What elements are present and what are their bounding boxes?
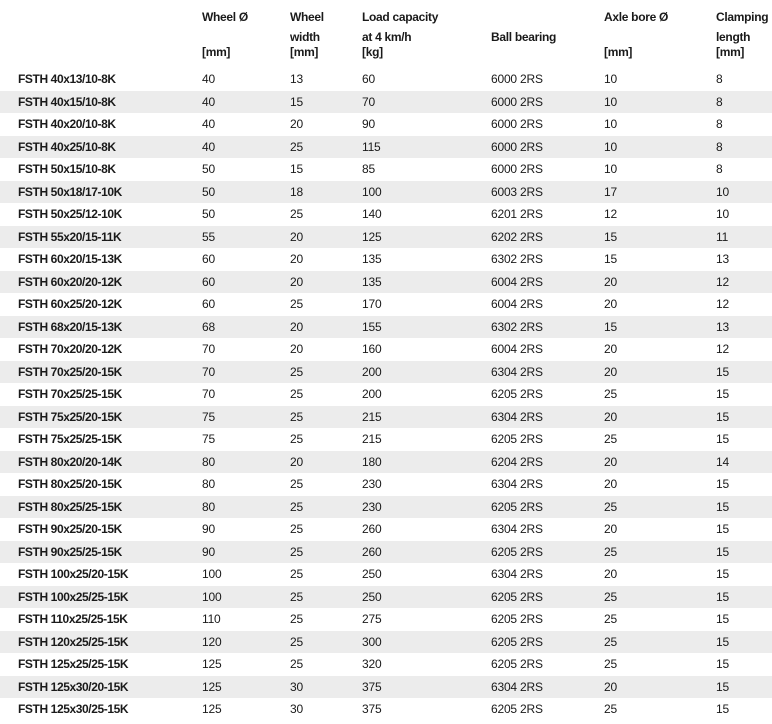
cell-clamping-length: 15 (716, 477, 729, 491)
cell-wheel-diameter: 40 (202, 117, 215, 131)
cell-wheel-diameter: 55 (202, 229, 215, 244)
cell-wheel-width: 15 (290, 162, 303, 176)
cell-load-capacity: 230 (362, 477, 382, 491)
table-row (0, 91, 772, 114)
cell-ball-bearing: 6304 2RS (491, 477, 543, 491)
table-row (0, 226, 772, 249)
cell-clamping-length: 12 (716, 274, 729, 289)
header-unit-clamping-length: [mm] (716, 45, 745, 59)
cell-wheel-width: 25 (290, 657, 303, 671)
header-wheel-diameter: Wheel Ø (202, 10, 248, 24)
cell-axle-bore: 20 (604, 522, 617, 536)
cell-axle-bore: 25 (604, 387, 617, 401)
cell-ball-bearing: 6205 2RS (491, 657, 543, 671)
table-row (0, 271, 772, 294)
cell-wheel-diameter: 90 (202, 544, 215, 559)
cell-load-capacity: 125 (362, 229, 382, 244)
cell-wheel-width: 30 (290, 702, 303, 716)
cell-wheel-diameter: 40 (202, 72, 215, 86)
cell-clamping-length: 12 (716, 297, 729, 311)
cell-clamping-length: 8 (716, 94, 723, 109)
cell-ball-bearing: 6205 2RS (491, 589, 543, 604)
cell-wheel-width: 25 (290, 499, 303, 514)
cell-wheel-diameter: 125 (202, 702, 222, 716)
cell-clamping-length: 15 (716, 702, 729, 716)
cell-type: FSTH 40x25/10-8K (18, 139, 116, 154)
cell-type: FSTH 40x13/10-8K (18, 72, 116, 86)
cell-wheel-width: 25 (290, 409, 303, 424)
cell-clamping-length: 15 (716, 387, 729, 401)
cell-load-capacity: 140 (362, 207, 382, 221)
cell-load-capacity: 275 (362, 612, 382, 626)
cell-ball-bearing: 6202 2RS (491, 229, 543, 244)
cell-ball-bearing: 6204 2RS (491, 454, 543, 469)
cell-ball-bearing: 6201 2RS (491, 207, 543, 221)
cell-load-capacity: 230 (362, 499, 382, 514)
cell-load-capacity: 375 (362, 679, 382, 694)
cell-wheel-diameter: 100 (202, 589, 222, 604)
table-row (0, 698, 772, 721)
cell-type: FSTH 68x20/15-13K (18, 319, 122, 334)
cell-wheel-width: 18 (290, 184, 303, 199)
cell-load-capacity: 300 (362, 634, 382, 649)
table-row (0, 293, 772, 316)
cell-wheel-diameter: 50 (202, 184, 215, 199)
table-row (0, 653, 772, 676)
cell-clamping-length: 14 (716, 454, 729, 469)
cell-clamping-length: 15 (716, 432, 729, 446)
cell-axle-bore: 25 (604, 589, 617, 604)
cell-wheel-diameter: 70 (202, 387, 215, 401)
cell-wheel-diameter: 120 (202, 634, 222, 649)
cell-wheel-width: 25 (290, 297, 303, 311)
cell-load-capacity: 180 (362, 454, 382, 469)
cell-type: FSTH 55x20/15-11K (18, 229, 122, 244)
cell-wheel-diameter: 40 (202, 94, 215, 109)
header-unit-load-capacity: [kg] (362, 45, 383, 59)
cell-type: FSTH 75x25/20-15K (18, 409, 122, 424)
table-row (0, 608, 772, 631)
cell-wheel-width: 25 (290, 589, 303, 604)
cell-ball-bearing: 6304 2RS (491, 409, 543, 424)
cell-wheel-width: 25 (290, 387, 303, 401)
cell-load-capacity: 250 (362, 567, 382, 581)
cell-load-capacity: 100 (362, 184, 382, 199)
table-row (0, 451, 772, 474)
table-row (0, 316, 772, 339)
cell-clamping-length: 13 (716, 319, 729, 334)
cell-ball-bearing: 6000 2RS (491, 139, 543, 154)
cell-wheel-width: 25 (290, 612, 303, 626)
cell-load-capacity: 60 (362, 72, 375, 86)
cell-ball-bearing: 6205 2RS (491, 634, 543, 649)
cell-axle-bore: 20 (604, 454, 617, 469)
cell-clamping-length: 8 (716, 139, 723, 154)
cell-type: FSTH 50x18/17-10K (18, 184, 122, 199)
cell-axle-bore: 25 (604, 432, 617, 446)
cell-clamping-length: 15 (716, 544, 729, 559)
cell-wheel-diameter: 60 (202, 252, 215, 266)
cell-wheel-width: 15 (290, 94, 303, 109)
cell-type: FSTH 50x25/12-10K (18, 207, 122, 221)
cell-wheel-width: 25 (290, 522, 303, 536)
cell-ball-bearing: 6000 2RS (491, 117, 543, 131)
cell-clamping-length: 12 (716, 342, 729, 356)
cell-load-capacity: 115 (362, 139, 381, 154)
cell-ball-bearing: 6304 2RS (491, 679, 543, 694)
cell-clamping-length: 8 (716, 117, 723, 131)
cell-clamping-length: 15 (716, 612, 729, 626)
cell-type: FSTH 125x30/20-15K (18, 679, 129, 694)
cell-type: FSTH 80x25/20-15K (18, 477, 122, 491)
cell-wheel-width: 20 (290, 454, 303, 469)
cell-clamping-length: 15 (716, 589, 729, 604)
cell-ball-bearing: 6205 2RS (491, 544, 543, 559)
cell-ball-bearing: 6205 2RS (491, 702, 543, 716)
table-row (0, 518, 772, 541)
cell-wheel-diameter: 75 (202, 432, 215, 446)
table-row (0, 541, 772, 564)
cell-clamping-length: 10 (716, 207, 729, 221)
cell-axle-bore: 25 (604, 612, 617, 626)
cell-wheel-width: 20 (290, 252, 303, 266)
cell-type: FSTH 90x25/25-15K (18, 544, 122, 559)
cell-axle-bore: 10 (604, 94, 617, 109)
table-header (0, 0, 772, 68)
cell-wheel-width: 13 (290, 72, 303, 86)
cell-ball-bearing: 6304 2RS (491, 522, 543, 536)
cell-clamping-length: 15 (716, 522, 729, 536)
cell-wheel-width: 25 (290, 634, 303, 649)
table-row (0, 158, 772, 181)
cell-load-capacity: 135 (362, 274, 382, 289)
cell-wheel-diameter: 50 (202, 207, 215, 221)
cell-axle-bore: 12 (604, 207, 617, 221)
header-load-capacity: Load capacity at 4 km/h (362, 10, 439, 44)
cell-wheel-width: 20 (290, 274, 303, 289)
cell-wheel-diameter: 90 (202, 522, 215, 536)
cell-load-capacity: 90 (362, 117, 375, 131)
cell-clamping-length: 15 (716, 409, 729, 424)
table-row (0, 631, 772, 654)
cell-load-capacity: 160 (362, 342, 382, 356)
cell-ball-bearing: 6304 2RS (491, 364, 543, 379)
cell-wheel-width: 25 (290, 477, 303, 491)
cell-axle-bore: 25 (604, 544, 617, 559)
cell-axle-bore: 20 (604, 409, 617, 424)
cell-clamping-length: 11 (716, 229, 729, 244)
cell-type: FSTH 60x25/20-12K (18, 297, 122, 311)
cell-wheel-width: 30 (290, 679, 303, 694)
cell-wheel-diameter: 70 (202, 342, 215, 356)
cell-ball-bearing: 6302 2RS (491, 252, 543, 266)
cell-clamping-length: 15 (716, 364, 729, 379)
header-axle-bore: Axle bore Ø (604, 10, 669, 24)
cell-ball-bearing: 6004 2RS (491, 274, 543, 289)
cell-ball-bearing: 6304 2RS (491, 567, 543, 581)
cell-wheel-width: 25 (290, 207, 303, 221)
cell-wheel-width: 20 (290, 229, 303, 244)
cell-ball-bearing: 6003 2RS (491, 184, 543, 199)
cell-type: FSTH 90x25/20-15K (18, 522, 122, 536)
cell-axle-bore: 15 (604, 229, 617, 244)
table-row (0, 248, 772, 271)
cell-axle-bore: 20 (604, 297, 617, 311)
table-row (0, 496, 772, 519)
cell-axle-bore: 20 (604, 274, 617, 289)
cell-type: FSTH 60x20/15-13K (18, 252, 122, 266)
cell-clamping-length: 15 (716, 567, 729, 581)
cell-load-capacity: 70 (362, 94, 375, 109)
cell-type: FSTH 70x20/20-12K (18, 342, 122, 356)
cell-axle-bore: 10 (604, 139, 617, 154)
cell-wheel-width: 20 (290, 117, 303, 131)
cell-wheel-diameter: 68 (202, 319, 215, 334)
cell-wheel-diameter: 40 (202, 139, 215, 154)
cell-wheel-width: 25 (290, 432, 303, 446)
cell-wheel-width: 25 (290, 139, 303, 154)
cell-load-capacity: 200 (362, 387, 382, 401)
cell-axle-bore: 10 (604, 117, 617, 131)
cell-ball-bearing: 6205 2RS (491, 387, 543, 401)
cell-axle-bore: 25 (604, 499, 617, 514)
cell-load-capacity: 135 (362, 252, 382, 266)
cell-wheel-diameter: 80 (202, 499, 215, 514)
cell-axle-bore: 25 (604, 634, 617, 649)
table-row (0, 181, 772, 204)
cell-clamping-length: 8 (716, 162, 723, 176)
cell-clamping-length: 10 (716, 184, 729, 199)
cell-wheel-diameter: 75 (202, 409, 215, 424)
cell-wheel-diameter: 60 (202, 274, 215, 289)
cell-load-capacity: 260 (362, 544, 382, 559)
cell-type: FSTH 110x25/25-15K (18, 612, 128, 626)
cell-type: FSTH 80x25/25-15K (18, 499, 122, 514)
cell-load-capacity: 215 (362, 409, 382, 424)
cell-axle-bore: 15 (604, 319, 617, 334)
table-row (0, 406, 772, 429)
table-row (0, 361, 772, 384)
table-row (0, 383, 772, 406)
cell-type: FSTH 125x25/25-15K (18, 657, 129, 671)
cell-ball-bearing: 6205 2RS (491, 499, 543, 514)
cell-wheel-diameter: 125 (202, 679, 222, 694)
cell-load-capacity: 375 (362, 702, 382, 716)
cell-clamping-length: 15 (716, 657, 729, 671)
table-row (0, 586, 772, 609)
cell-axle-bore: 10 (604, 162, 617, 176)
header-unit-wheel-width: [mm] (290, 45, 319, 59)
cell-type: FSTH 80x20/20-14K (18, 454, 122, 469)
cell-ball-bearing: 6302 2RS (491, 319, 543, 334)
table-row (0, 113, 772, 136)
cell-ball-bearing: 6205 2RS (491, 612, 543, 626)
table-row (0, 68, 772, 91)
cell-load-capacity: 320 (362, 657, 382, 671)
header-wheel-width: Wheel width (290, 10, 324, 44)
cell-load-capacity: 85 (362, 162, 375, 176)
cell-load-capacity: 260 (362, 522, 382, 536)
cell-type: FSTH 50x15/10-8K (18, 162, 116, 176)
cell-type: FSTH 40x20/10-8K (18, 117, 116, 131)
table-row (0, 203, 772, 226)
cell-clamping-length: 8 (716, 72, 723, 86)
cell-load-capacity: 155 (362, 319, 382, 334)
cell-type: FSTH 100x25/20-15K (18, 567, 129, 581)
cell-ball-bearing: 6004 2RS (491, 342, 543, 356)
cell-clamping-length: 15 (716, 679, 729, 694)
cell-axle-bore: 20 (604, 364, 617, 379)
cell-wheel-width: 20 (290, 342, 303, 356)
table-body (0, 68, 772, 721)
header-clamping-length: Clamping length (716, 10, 769, 44)
cell-type: FSTH 70x25/25-15K (18, 387, 122, 401)
cell-type: FSTH 100x25/25-15K (18, 589, 129, 604)
cell-axle-bore: 25 (604, 702, 617, 716)
header-unit-axle-bore: [mm] (604, 45, 633, 59)
table-row (0, 563, 772, 586)
cell-axle-bore: 17 (604, 184, 617, 199)
cell-ball-bearing: 6205 2RS (491, 432, 543, 446)
cell-axle-bore: 20 (604, 477, 617, 491)
cell-axle-bore: 10 (604, 72, 617, 86)
cell-wheel-diameter: 70 (202, 364, 215, 379)
cell-clamping-length: 15 (716, 499, 729, 514)
cell-clamping-length: 13 (716, 252, 729, 266)
header-unit-wheel-diameter: [mm] (202, 45, 231, 59)
cell-wheel-diameter: 110 (202, 612, 221, 626)
cell-load-capacity: 250 (362, 589, 382, 604)
cell-type: FSTH 60x20/20-12K (18, 274, 122, 289)
cell-type: FSTH 120x25/25-15K (18, 634, 129, 649)
cell-type: FSTH 40x15/10-8K (18, 94, 116, 109)
cell-ball-bearing: 6000 2RS (491, 72, 543, 86)
cell-axle-bore: 25 (604, 657, 617, 671)
cell-clamping-length: 15 (716, 634, 729, 649)
table-row (0, 676, 772, 699)
cell-wheel-width: 25 (290, 364, 303, 379)
cell-axle-bore: 20 (604, 567, 617, 581)
cell-wheel-diameter: 125 (202, 657, 222, 671)
cell-wheel-diameter: 80 (202, 454, 215, 469)
cell-load-capacity: 215 (362, 432, 382, 446)
cell-load-capacity: 200 (362, 364, 382, 379)
cell-wheel-diameter: 100 (202, 567, 222, 581)
cell-ball-bearing: 6000 2RS (491, 162, 543, 176)
cell-wheel-diameter: 50 (202, 162, 215, 176)
cell-wheel-width: 25 (290, 567, 303, 581)
cell-type: FSTH 125x30/25-15K (18, 702, 129, 716)
cell-type: FSTH 75x25/25-15K (18, 432, 122, 446)
table-row (0, 428, 772, 451)
header-ball-bearing: Ball bearing (491, 30, 557, 44)
cell-axle-bore: 15 (604, 252, 617, 266)
cell-wheel-diameter: 60 (202, 297, 215, 311)
cell-wheel-width: 20 (290, 319, 303, 334)
cell-wheel-width: 25 (290, 544, 303, 559)
cell-wheel-diameter: 80 (202, 477, 215, 491)
table-row (0, 136, 772, 159)
cell-type: FSTH 70x25/20-15K (18, 364, 122, 379)
cell-load-capacity: 170 (362, 297, 382, 311)
cell-axle-bore: 20 (604, 679, 617, 694)
cell-ball-bearing: 6000 2RS (491, 94, 543, 109)
cell-ball-bearing: 6004 2RS (491, 297, 543, 311)
table-row (0, 338, 772, 361)
cell-axle-bore: 20 (604, 342, 617, 356)
table-row (0, 473, 772, 496)
